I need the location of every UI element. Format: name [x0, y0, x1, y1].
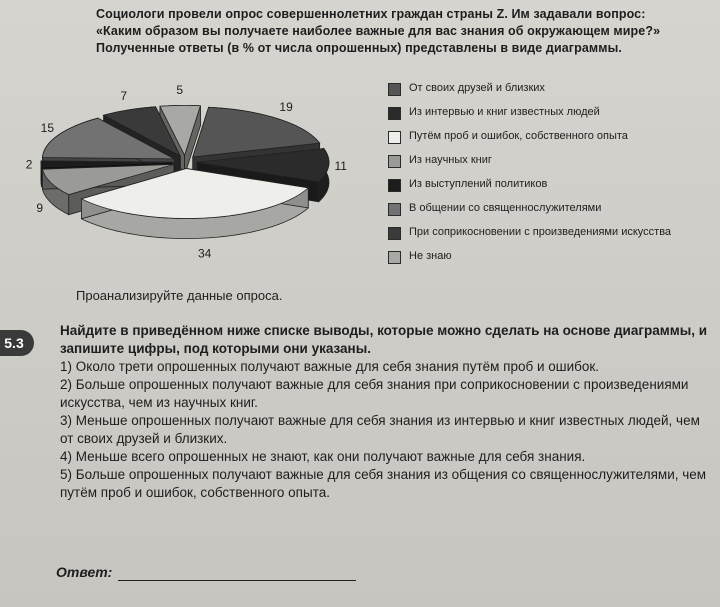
- task-number-badge: 5.3: [0, 330, 34, 356]
- legend-label: Из выступлений политиков: [409, 178, 548, 190]
- legend-label: Путём проб и ошибок, собственного опыта: [409, 130, 628, 142]
- legend-item: [388, 106, 708, 120]
- legend-swatch: [388, 131, 401, 144]
- task-option: 3) Меньше опрошенных получают важные для себя знания из интервью и книг известных людей, чем от своих друзей и близких.: [60, 413, 700, 446]
- analyze-instruction: Проанализируйте данные опроса.: [76, 288, 283, 303]
- answer-label: Ответ:: [56, 564, 113, 580]
- pie-chart: [10, 80, 380, 280]
- task-option: 1) Около трети опрошенных получают важные для себя знания путём проб и ошибок.: [60, 359, 600, 374]
- intro-text: Социологи провели опрос совершеннолетних граждан страны Z. Им задавали вопрос: «Каким образом вы получаете наиболее важные для вас знания об окружающем мире?» Полученные ответы (в % от числа опрошенных) представлены в виде диаграммы.: [96, 7, 661, 55]
- legend-label: При соприкосновении с произведениями искусства: [409, 226, 672, 238]
- legend-swatch: [388, 83, 401, 96]
- legend-swatch: [388, 155, 401, 168]
- legend-item: [388, 154, 708, 168]
- legend-item: [388, 178, 708, 192]
- pie-value-label: 34: [197, 246, 212, 261]
- task-option: 2) Больше опрошенных получают важные для себя знания при соприкосновении с произведениями искусства, чем из научных книг.: [60, 377, 689, 410]
- pie-value-label: 7: [120, 88, 128, 103]
- legend-swatch: [388, 107, 401, 120]
- pie-value-label: 19: [279, 100, 293, 115]
- legend-swatch: [388, 251, 401, 264]
- legend-label: В общении со священнослужителями: [409, 202, 602, 214]
- answer-field[interactable]: [118, 580, 356, 581]
- task-option: 4) Меньше всего опрошенных не знают, как они получают важные для себя знания.: [60, 449, 586, 464]
- task-block: [60, 322, 710, 502]
- legend-swatch: [388, 227, 401, 240]
- legend-item: [388, 82, 708, 96]
- pie-value-label: 11: [334, 159, 347, 174]
- legend-label: Из интервью и книг известных людей: [409, 106, 600, 118]
- legend-label: Из научных книг: [409, 154, 492, 166]
- legend-item: [388, 226, 708, 240]
- pie-value-label: 5: [176, 83, 184, 98]
- legend-swatch: [388, 179, 401, 192]
- task-option: 5) Больше опрошенных получают важные для себя знания из общения со священнослужителями, чем путём проб и ошибок, собственного опыта.: [60, 467, 707, 500]
- pie-value-label: 15: [40, 121, 55, 136]
- chart-legend: [388, 82, 708, 274]
- pie-value-label: 2: [25, 157, 33, 172]
- legend-item: [388, 250, 708, 264]
- legend-label: Не знаю: [409, 250, 452, 262]
- legend-swatch: [388, 203, 401, 216]
- pie-value-label: 9: [36, 201, 44, 216]
- legend-item: [388, 130, 708, 144]
- task-question: Найдите в приведённом ниже списке выводы, которые можно сделать на основе диаграммы, и запишите цифры, под которыми они указаны.: [60, 323, 708, 356]
- legend-label: От своих друзей и близких: [409, 82, 545, 94]
- legend-item: [388, 202, 708, 216]
